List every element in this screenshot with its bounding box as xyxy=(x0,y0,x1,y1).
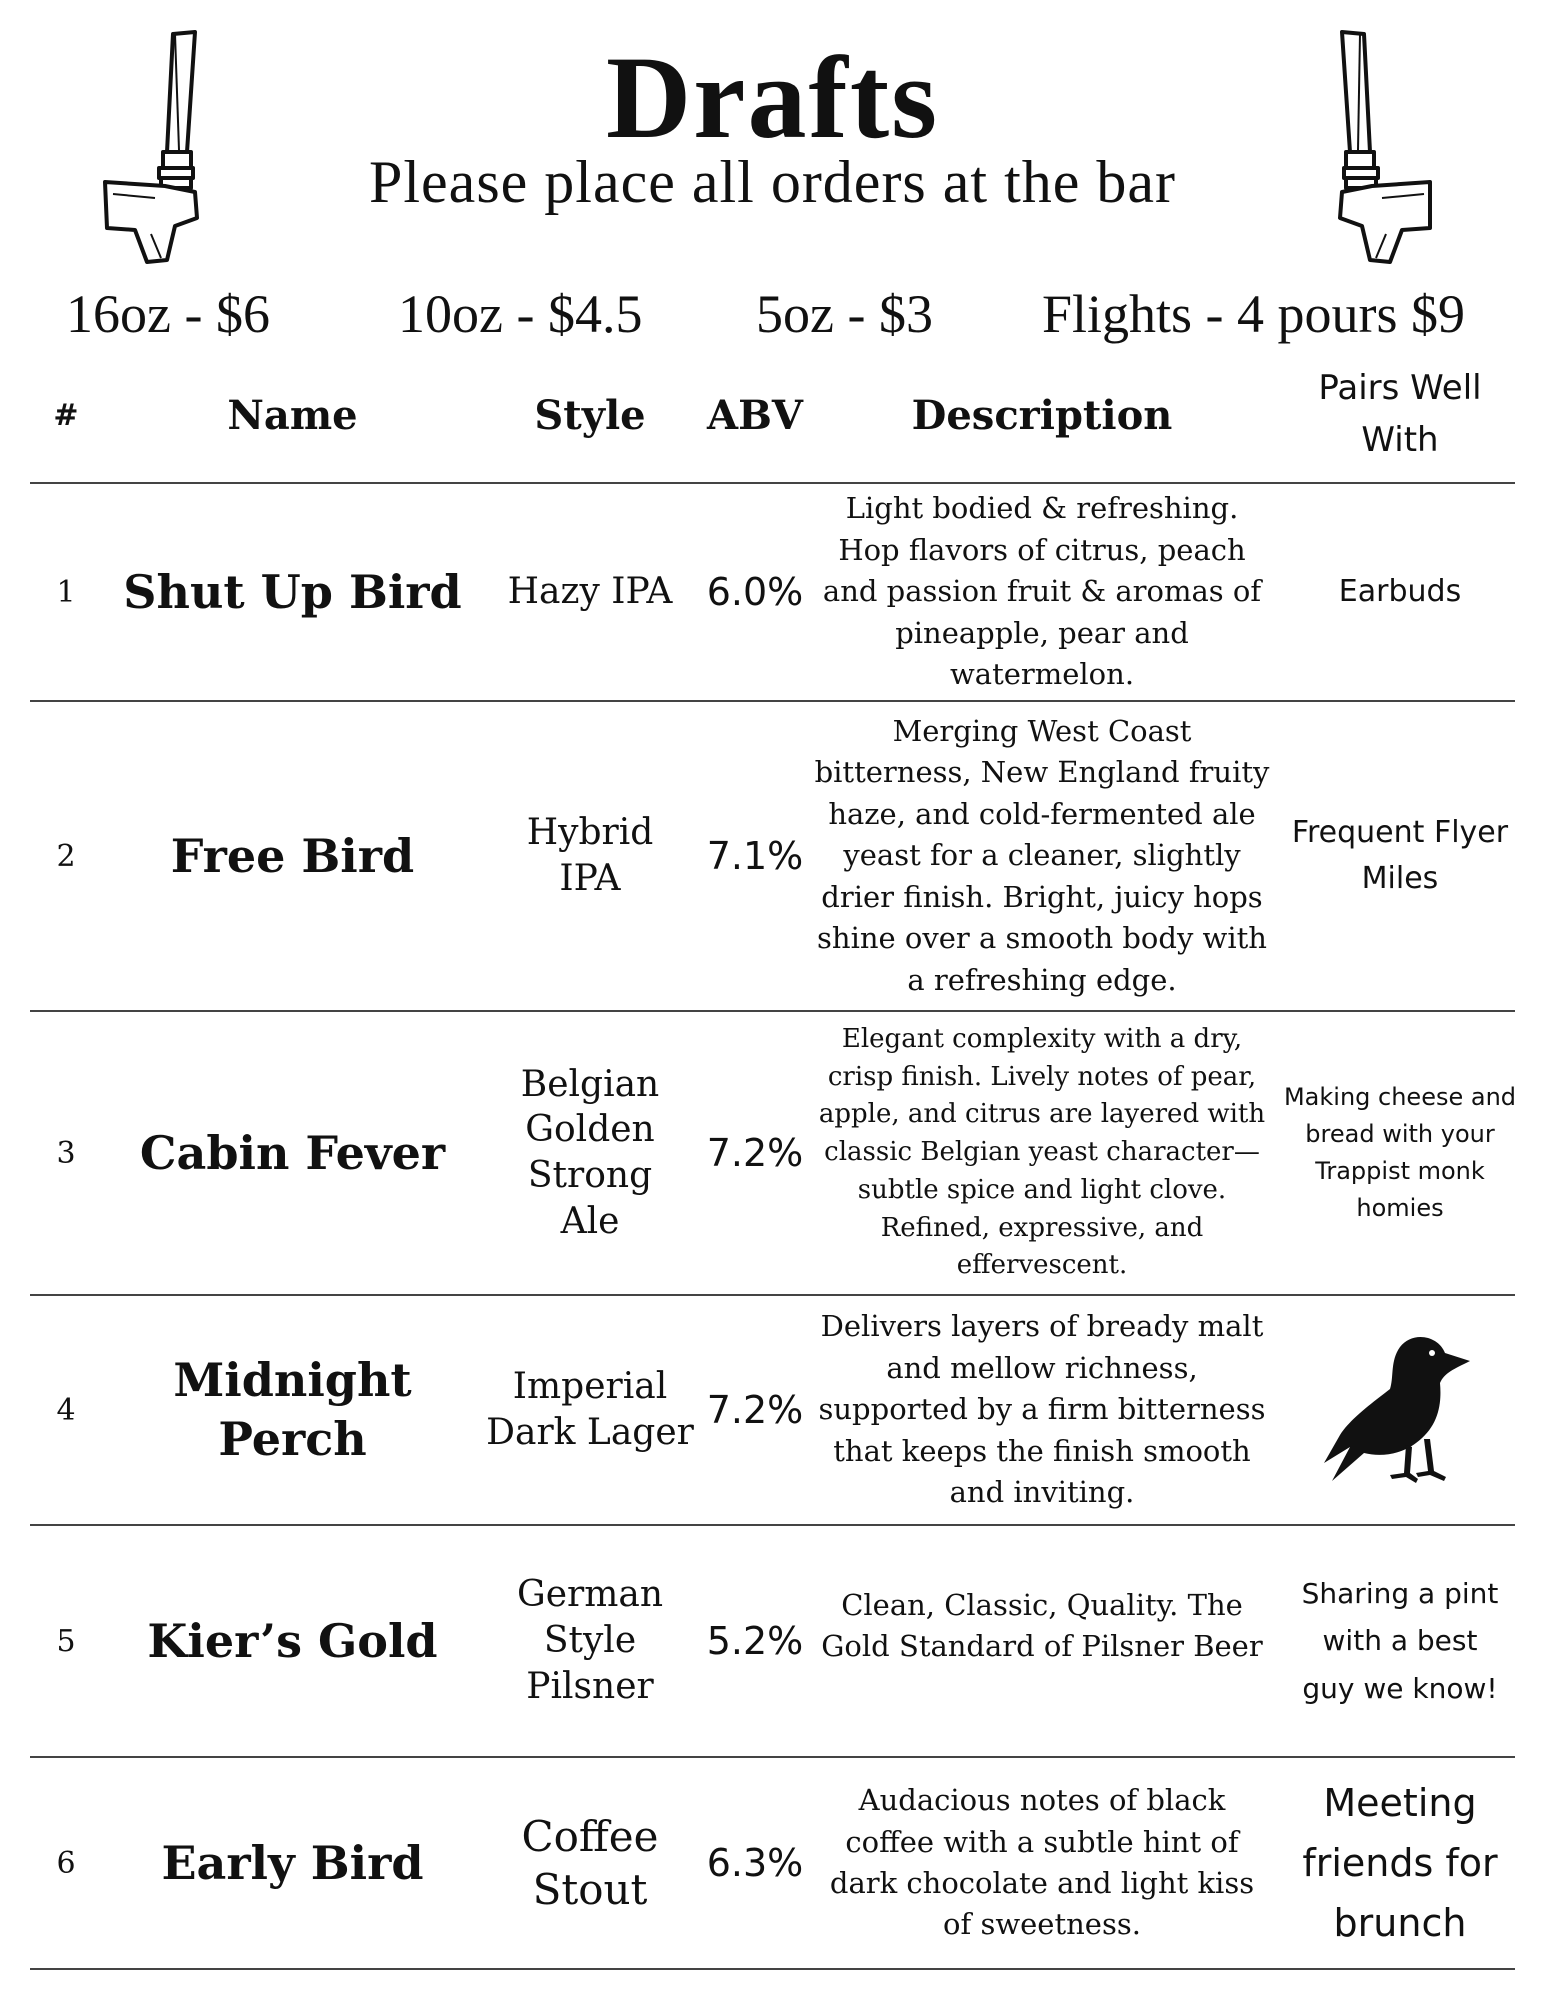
beer-style: Hybrid IPA xyxy=(526,812,654,899)
beer-description: Merging West Coast bitterness, New England fruity haze, and cold-fermented ale yeast for a cleaner, slightly drier finish. Bright, juicy hops shine over a smooth body with a refreshing edge. xyxy=(814,713,1270,997)
price-flights: Flights - 4 pours $9 xyxy=(1042,284,1466,344)
beer-abv: 6.3% xyxy=(706,1841,804,1885)
beer-number: 5 xyxy=(56,1623,76,1659)
beer-number: 1 xyxy=(56,574,76,610)
column-header-number: # xyxy=(53,398,79,433)
beer-style: Hazy IPA xyxy=(507,571,673,613)
column-header-description: Description xyxy=(911,392,1173,439)
beer-name: Shut Up Bird xyxy=(123,564,462,619)
divider xyxy=(30,1968,1515,1970)
beer-description: Delivers layers of bready malt and mellow richness, supported by a firm bitterness that keeps the finish smooth and inviting. xyxy=(818,1309,1266,1510)
beer-description: Light bodied & refreshing. Hop flavors of citrus, peach and passion fruit & aromas of pineapple, pear and watermelon. xyxy=(822,491,1262,692)
beer-abv: 7.2% xyxy=(706,1388,804,1432)
beer-description: Clean, Classic, Quality. The Gold Standard of Pilsner Beer xyxy=(821,1587,1263,1663)
column-header-pairs: Pairs Well With xyxy=(1318,368,1482,460)
page-subtitle: Please place all orders at the bar xyxy=(369,149,1176,215)
beer-abv: 7.2% xyxy=(706,1131,804,1175)
beer-pairing: Earbuds xyxy=(1338,573,1462,609)
beer-name: Cabin Fever xyxy=(139,1125,446,1180)
beer-style: German Style Pilsner xyxy=(516,1574,664,1707)
beer-name: Early Bird xyxy=(161,1835,424,1890)
beer-description: Audacious notes of black coffee with a subtle hint of dark chocolate and light kiss of sweetness. xyxy=(829,1783,1255,1942)
table-row xyxy=(0,484,1545,700)
beer-description: Elegant complexity with a dry, crisp finish. Lively notes of pear, apple, and citrus are layered with classic Belgian yeast character—subtle spice and light clove. Refined, expressive, and effervescent. xyxy=(818,1024,1266,1281)
table-row xyxy=(0,1012,1545,1294)
beer-pairing: Sharing a pint with a best guy we know! xyxy=(1301,1577,1499,1705)
beer-number: 3 xyxy=(56,1135,76,1171)
beer-name: Kier’s Gold xyxy=(147,1613,438,1668)
beer-number: 2 xyxy=(56,838,76,874)
table-row xyxy=(0,702,1545,1010)
beer-abv: 5.2% xyxy=(706,1619,804,1663)
beer-abv: 7.1% xyxy=(706,834,804,878)
beer-name: Free Bird xyxy=(170,828,415,883)
beer-pairing xyxy=(1282,1296,1518,1524)
price-5oz: 5oz - $3 xyxy=(756,284,933,344)
column-header-abv: ABV xyxy=(707,392,803,439)
beer-number: 6 xyxy=(56,1845,76,1881)
price-16oz: 16oz - $6 xyxy=(66,284,270,344)
page-title: Drafts xyxy=(605,32,940,163)
beer-abv: 6.0% xyxy=(706,570,804,614)
beer-name: Midnight Perch xyxy=(173,1353,412,1466)
table-row xyxy=(0,1526,1545,1756)
crow-icon xyxy=(1320,1323,1480,1498)
column-header-style: Style xyxy=(534,392,646,439)
table-row xyxy=(0,1296,1545,1524)
table-row xyxy=(0,1758,1545,1968)
beer-style: Imperial Dark Lager xyxy=(486,1366,694,1453)
price-10oz: 10oz - $4.5 xyxy=(398,284,643,344)
column-header-name: Name xyxy=(227,392,358,439)
beer-pairing: Making cheese and bread with your Trappist monk homies xyxy=(1283,1082,1517,1223)
beer-number: 4 xyxy=(56,1392,76,1428)
beer-pairing: Frequent Flyer Miles xyxy=(1291,814,1509,896)
beer-style: Belgian Golden Strong Ale xyxy=(520,1063,660,1242)
beer-style: Coffee Stout xyxy=(521,1811,659,1914)
beer-pairing: Meeting friends for brunch xyxy=(1302,1780,1498,1946)
